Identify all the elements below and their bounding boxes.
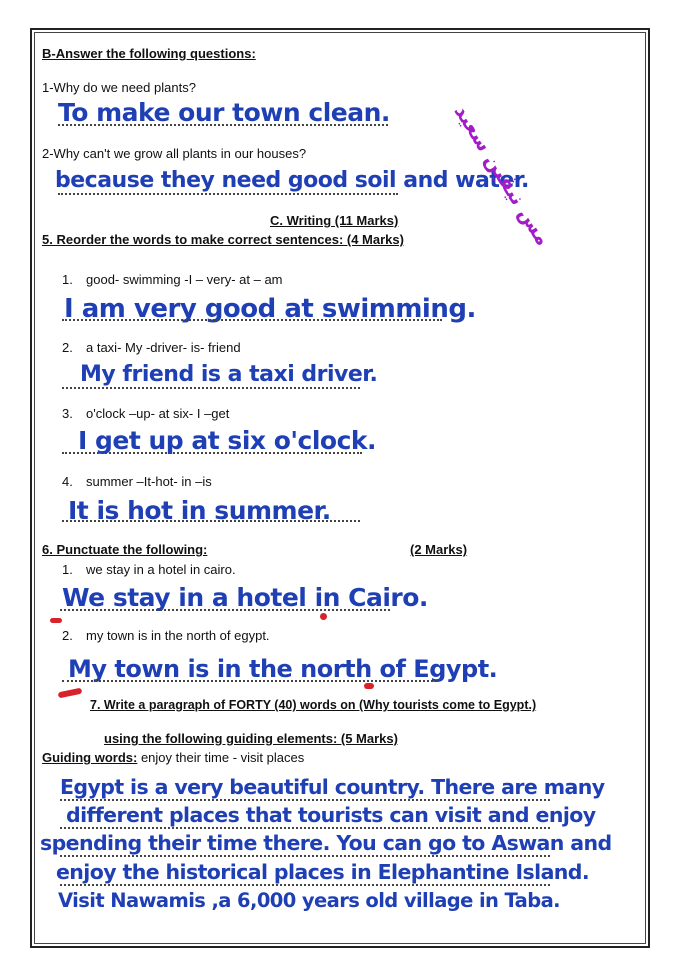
question-7-heading: 7. Write a paragraph of FORTY (40) words on (Why tourists come to Egypt.) [90,698,537,712]
paragraph-line-2: different places that tourists can visit and enjoy [66,803,596,827]
correction-mark [320,613,327,620]
paragraph-line-4: enjoy the historical places in Elephantine Island. [56,860,590,884]
answer-2: because they need good soil and water. [55,168,529,193]
question-7-instructions: using the following guiding elements: (5 Marks) [104,731,398,746]
guiding-words-row [42,750,304,766]
guiding-words-label: Guiding words: [42,750,138,765]
answer-line [58,124,388,126]
reorder-item-2-answer: My friend is a taxi driver. [80,362,378,387]
section-c-title: C. Writing (11 Marks) [270,213,399,228]
correction-mark [364,683,374,689]
punctuate-item-2-num: 2. [62,628,73,643]
question-2: 2-Why can't we grow all plants in our houses? [42,146,307,161]
reorder-item-1-answer: I am very good at swimming. [64,294,476,324]
paragraph-line-1: Egypt is a very beautiful country. There are many [60,775,605,799]
teacher-signature: مس نيڤين سعيد [449,100,556,250]
question-5-heading: 5. Reorder the words to make correct sentences: (4 Marks) [42,232,404,247]
punctuate-item-1-text: we stay in a hotel in cairo. [86,562,236,577]
punctuate-item-1-num: 1. [62,562,73,577]
guiding-words-list: enjoy their time - visit places [137,750,305,765]
reorder-item-4-words: summer –It-hot- in –is [86,474,212,489]
punctuate-item-2-text: my town is in the north of egypt. [86,628,270,643]
paragraph-line-3: spending their time there. You can go to Aswan and [40,831,612,855]
answer-1: To make our town clean. [58,98,390,127]
answer-line [58,193,398,195]
answer-line [62,387,360,389]
answer-line [62,680,437,682]
answer-line [62,319,442,321]
answer-line [60,855,550,857]
paragraph-line-5: Visit Nawamis ,a 6,000 years old village in Taba. [58,889,560,912]
reorder-item-3-words: o'clock –up- at six- I –get [86,406,230,421]
question-6-marks: (2 Marks) [410,542,468,557]
question-1: 1-Why do we need plants? [42,80,196,95]
section-b-heading: B-Answer the following questions: [42,46,256,61]
reorder-item-3-num: 3. [62,406,73,421]
reorder-item-2-num: 2. [62,340,73,355]
punctuate-item-1-answer: We stay in a hotel in Cairo. [62,583,428,612]
answer-line [60,884,550,886]
reorder-item-1-words: good- swimming -I – very- at – am [86,272,283,287]
answer-line [60,609,390,611]
question-6-heading: 6. Punctuate the following: [42,542,208,557]
answer-line [60,827,550,829]
reorder-item-2-words: a taxi- My -driver- is- friend [86,340,241,355]
punctuate-item-2-answer: My town is in the north of Egypt. [68,655,498,683]
reorder-item-1-num: 1. [62,272,73,287]
reorder-item-3-answer: I get up at six o'clock. [78,426,377,455]
reorder-item-4-answer: It is hot in summer. [68,496,331,525]
reorder-item-4-num: 4. [62,474,73,489]
correction-mark [50,618,62,623]
answer-line [60,799,550,801]
